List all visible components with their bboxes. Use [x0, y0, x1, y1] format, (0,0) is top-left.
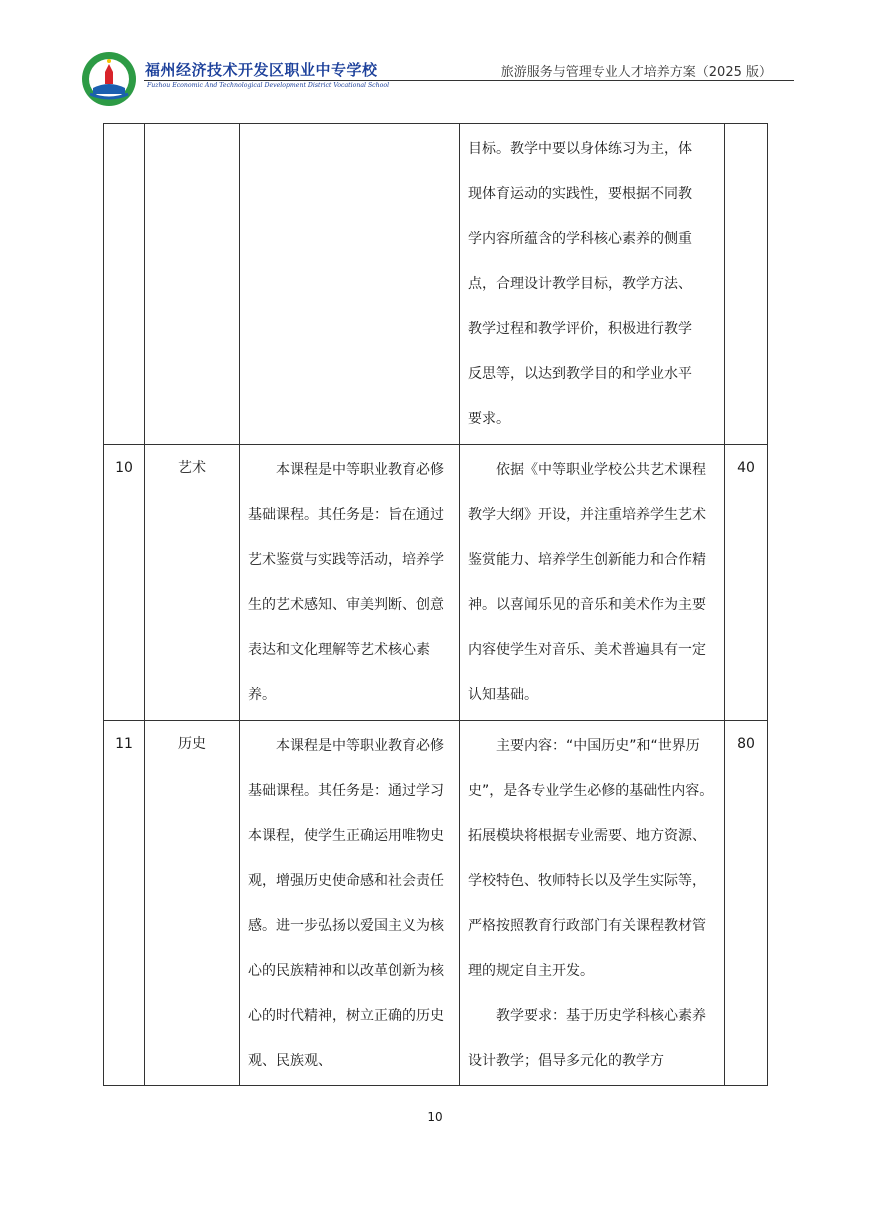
school-logo-icon — [80, 50, 138, 108]
course-table — [103, 123, 768, 1086]
content-line: 教学过程和教学评价，积极进行教学 — [468, 321, 692, 337]
cell-hours: 80 — [725, 721, 768, 1086]
cell-hours — [725, 124, 768, 445]
content-line: 目标。教学中要以身体练习为主，体 — [468, 141, 692, 157]
page-header — [0, 0, 870, 110]
page-number: 10 — [427, 1110, 443, 1124]
content-line: 学内容所蕴含的学科核心素养的侧重 — [468, 231, 692, 247]
content-line: 现体育运动的实践性，要根据不同教 — [468, 186, 692, 202]
cell-hours: 40 — [725, 445, 768, 721]
cell-name — [145, 124, 240, 445]
cell-content — [460, 445, 725, 721]
cell-description — [240, 721, 460, 1086]
description-text: 本课程是中等职业教育必修基础课程。其任务是：通过学习本课程，使学生正确运用唯物史观，增强历史使命感和社会责任感。进一步弘扬以爱国主义为核心的民族精神和以改革创新为核心的时代精神，树立正确的历史观、民族观、 — [248, 738, 444, 1069]
document-title: 旅游服务与管理专业人才培养方案（2025 版） — [500, 65, 772, 80]
cell-description — [240, 124, 460, 445]
cell-content — [460, 124, 725, 445]
description-text: 本课程是中等职业教育必修基础课程。其任务是：旨在通过艺术鉴赏与实践等活动，培养学生的艺术感知、审美判断、创意表达和文化理解等艺术核心素养。 — [248, 462, 444, 703]
cell-num — [104, 124, 145, 445]
school-name-en: Fuzhou Economic And Technological Development District Vocational School — [147, 82, 390, 89]
header-divider — [144, 80, 794, 81]
cell-num: 11 — [104, 721, 145, 1086]
table-row-continued — [104, 124, 768, 445]
table-row-art — [104, 445, 768, 721]
content-line: 点，合理设计教学目标，教学方法、 — [468, 276, 692, 292]
cell-name: 艺术 — [145, 445, 240, 721]
cell-content — [460, 721, 725, 1086]
cell-num: 10 — [104, 445, 145, 721]
content-text: 教学要求：基于历史学科核心素养设计教学；倡导多元化的教学方 — [468, 1008, 706, 1069]
school-name-cn: 福州经济技术开发区职业中专学校 — [145, 61, 378, 79]
table-row-history — [104, 721, 768, 1086]
cell-description — [240, 445, 460, 721]
content-text: 主要内容：“中国历史”和“世界历史”，是各专业学生必修的基础性内容。拓展模块将根据专业需要、地方资源、学校特色、牧师特长以及学生实际等，严格按照教育行政部门有关课程教材管理的规定自主开发。 — [468, 738, 714, 979]
content-text: 依据《中等职业学校公共艺术课程教学大纲》开设，并注重培养学生艺术鉴赏能力、培养学生创新能力和合作精神。以喜闻乐见的音乐和美术作为主要内容使学生对音乐、美术普遍具有一定认知基础。 — [468, 462, 706, 703]
cell-name: 历史 — [145, 721, 240, 1086]
content-line: 要求。 — [468, 411, 510, 427]
content-line: 反思等，以达到教学目的和学业水平 — [468, 366, 692, 382]
